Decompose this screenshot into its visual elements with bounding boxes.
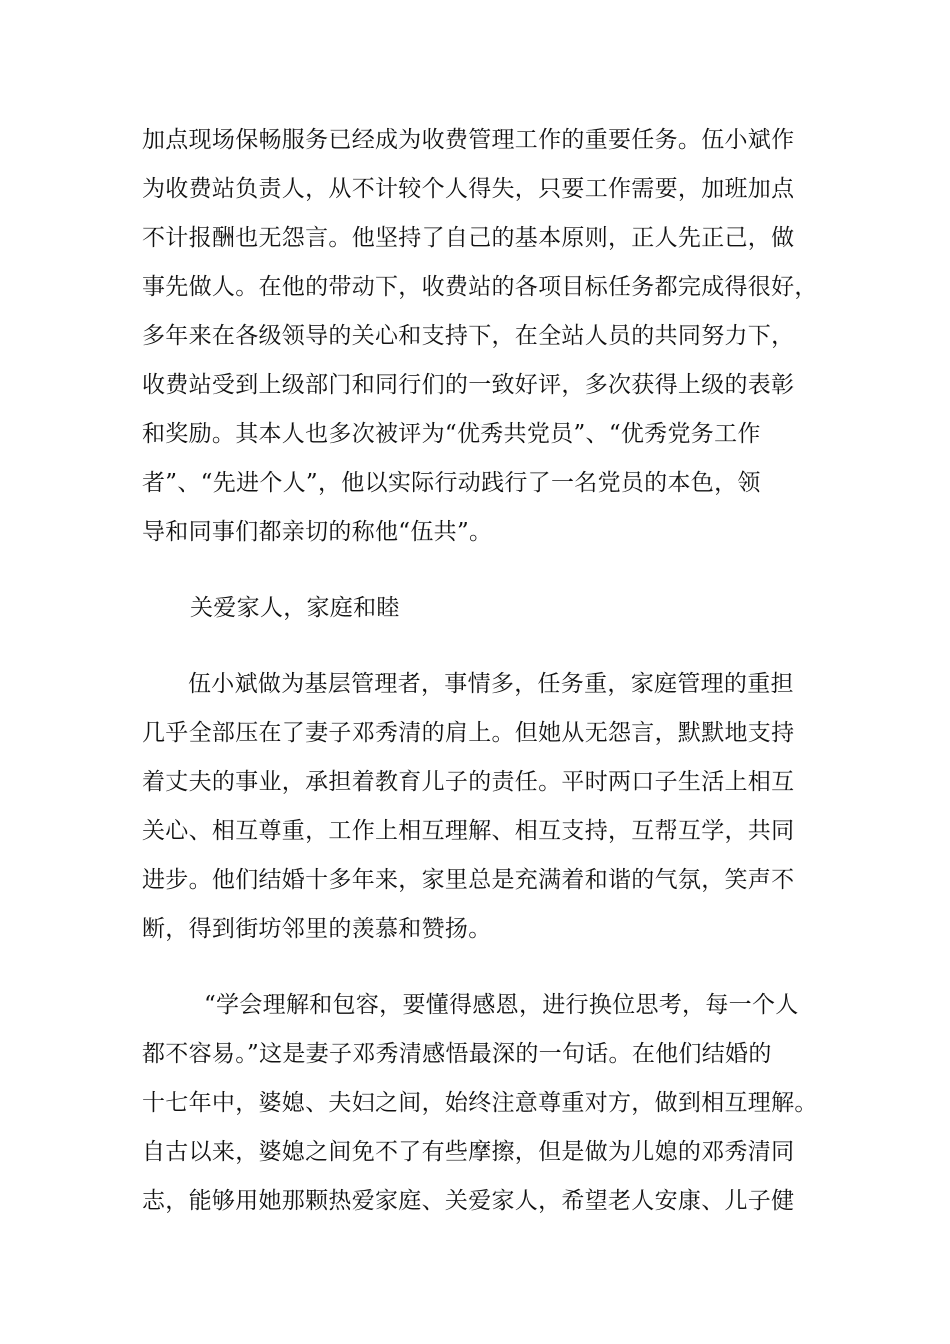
text-line: 收费站受到上级部门和同行们的一致好评，多次获得上级的表彰 [142,372,795,398]
text-line: 者”、“先进个人”，他以实际行动践行了一名党员的本色，领 [142,470,761,496]
section-heading-text: 关爱家人，家庭和睦 [190,595,400,621]
text-line: 断，得到街坊邻里的羡慕和赞扬。 [142,916,492,942]
paragraph-family [142,660,832,954]
text-line: 进步。他们结婚十多年来，家里总是充满着和谐的气氛，笑声不 [142,867,795,893]
paragraph-gap [142,633,832,660]
text-line: 事先做人。在他的带动下，收费站的各项目标任务都完成得很好， [142,274,818,300]
text-line: 十七年中，婆媳、夫妇之间，始终注意尊重对方，做到相互理解。 [142,1090,818,1116]
text-line: 多年来在各级领导的关心和支持下，在全站人员的共同努力下， [142,323,795,349]
document-body [142,116,832,1226]
text-line: 加点现场保畅服务已经成为收费管理工作的重要任务。伍小斌作 [142,127,795,153]
paragraph-gap [142,954,832,981]
text-line: 不计报酬也无怨言。他坚持了自己的基本原则，正人先正己，做 [142,225,795,251]
text-line: 几乎全部压在了妻子邓秀清的肩上。但她从无怨言，默默地支持 [142,720,795,746]
paragraph-quote [142,981,832,1226]
paragraph-gap [142,557,832,584]
text-line: 关心、相互尊重，工作上相互理解、相互支持，互帮互学，共同 [142,818,795,844]
text-line: 伍小斌做为基层管理者，事情多，任务重，家庭管理的重担 [188,671,794,697]
text-line: 和奖励。其本人也多次被评为“优秀共党员”、“优秀党务工作 [142,421,761,447]
section-heading [142,584,832,633]
text-line: “学会理解和包容，要懂得感恩，进行换位思考，每一个人 [204,992,799,1018]
text-line: 志，能够用她那颗热爱家庭、关爱家人，希望老人安康、儿子健 [142,1188,795,1214]
text-line: 着丈夫的事业，承担着教育儿子的责任。平时两口子生活上相互 [142,769,795,795]
text-line: 都不容易。”这是妻子邓秀清感悟最深的一句话。在他们结婚的 [142,1041,772,1067]
text-line: 自古以来，婆媳之间免不了有些摩擦，但是做为儿媳的邓秀清同 [142,1139,795,1165]
text-line: 为收费站负责人，从不计较个人得失，只要工作需要，加班加点 [142,176,795,202]
text-line: 导和同事们都亲切的称他“伍共”。 [142,519,493,545]
paragraph-work-duty [142,116,832,557]
